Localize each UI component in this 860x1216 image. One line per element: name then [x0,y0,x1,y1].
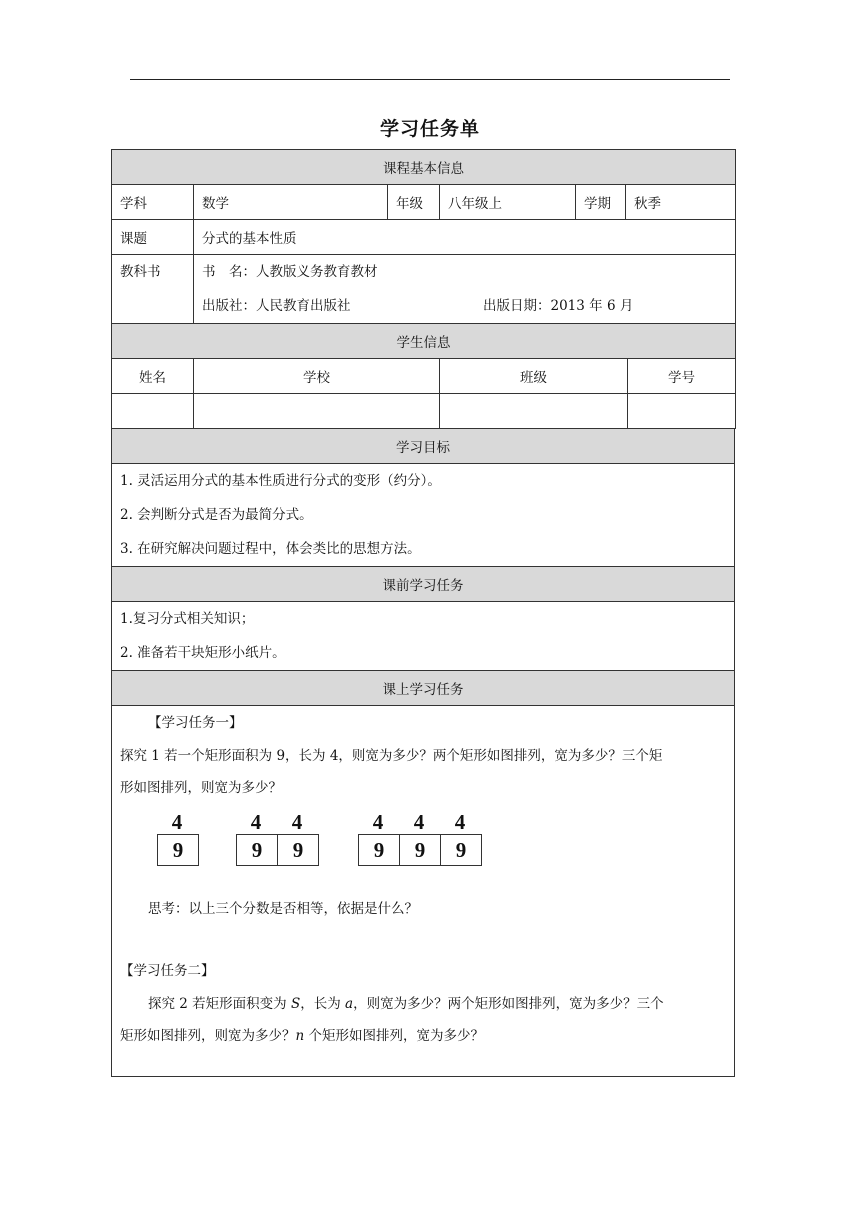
topic-label: 课题 [112,220,194,255]
pre-tasks-list [112,602,735,671]
length-label: 4 [413,810,425,834]
area-box: 9 [440,834,482,866]
goal-item: 3. 在研究解决问题过程中，体会类比的思想方法。 [120,541,421,557]
length-label: 4 [291,810,303,834]
length-label: 4 [372,810,384,834]
rectangles-figure [120,804,726,884]
area-box: 9 [358,834,400,866]
task1-think: 思考：以上三个分数是否相等，依据是什么？ [148,901,418,917]
pre-task-item: 2. 准备若干块矩形小纸片。 [120,645,286,661]
class-tasks-body [112,706,735,1077]
topic-value: 分式的基本性质 [194,220,736,255]
book-name: 书 名：人教版义务教育教材 [202,264,378,280]
task2-explore-line1: 探究 2 若矩形面积变为 S，长为 a，则宽为多少？两个矩形如图排列，宽为多少？三个 [148,996,664,1012]
length-label: 4 [250,810,262,834]
textbook-value [194,255,736,324]
term-label: 学期 [576,185,626,220]
publisher: 出版社：人民教育出版社 [202,298,351,314]
publish-date: 出版日期：2013 年 6 月 [483,298,634,314]
term-value: 秋季 [626,185,736,220]
name-field[interactable] [112,394,194,429]
school-field[interactable] [194,394,440,429]
header-rule [130,79,730,80]
length-label: 4 [171,810,183,834]
area-box: 9 [399,834,441,866]
goal-item: 2. 会判断分式是否为最简分式。 [120,507,313,523]
section-pre-tasks: 课前学习任务 [112,567,735,602]
document-title: 学习任务单 [379,118,480,140]
section-class-tasks: 课上学习任务 [112,671,735,706]
area-box: 9 [236,834,278,866]
col-name: 姓名 [112,359,194,394]
task1-explore-line1: 探究 1 若一个矩形面积为 9，长为 4，则宽为多少？两个矩形如图排列，宽为多少？三个矩 [120,748,663,764]
task2-explore-line2: 矩形如图排列，则宽为多少？n 个矩形如图排列，宽为多少？ [120,1028,484,1044]
variable-a: a [345,996,354,1012]
subject-value: 数学 [194,185,388,220]
section-goals: 学习目标 [112,429,735,464]
section-course-info: 课程基本信息 [112,150,736,185]
area-box: 9 [157,834,199,866]
task2-heading: 【学习任务二】 [120,963,215,979]
class-field[interactable] [440,394,628,429]
length-label: 4 [454,810,466,834]
variable-S: S [290,996,301,1012]
goals-list [112,464,735,567]
pre-task-item: 1.复习分式相关知识； [120,611,255,627]
student-id-field[interactable] [628,394,736,429]
grade-label: 年级 [388,185,440,220]
col-class: 班级 [440,359,628,394]
task1-heading: 【学习任务一】 [148,715,243,731]
task-sheet-table [111,149,735,1077]
section-student-info: 学生信息 [112,324,736,359]
goal-item: 1. 灵活运用分式的基本性质进行分式的变形（约分）。 [120,473,441,489]
subject-label: 学科 [112,185,194,220]
area-box: 9 [277,834,319,866]
publisher-row [202,289,727,323]
col-student-id: 学号 [628,359,736,394]
task1-explore-line2: 形如图排列，则宽为多少？ [120,780,282,796]
col-school: 学校 [194,359,440,394]
grade-value: 八年级上 [440,185,576,220]
textbook-label: 教科书 [112,255,194,324]
variable-n: n [295,1028,305,1044]
